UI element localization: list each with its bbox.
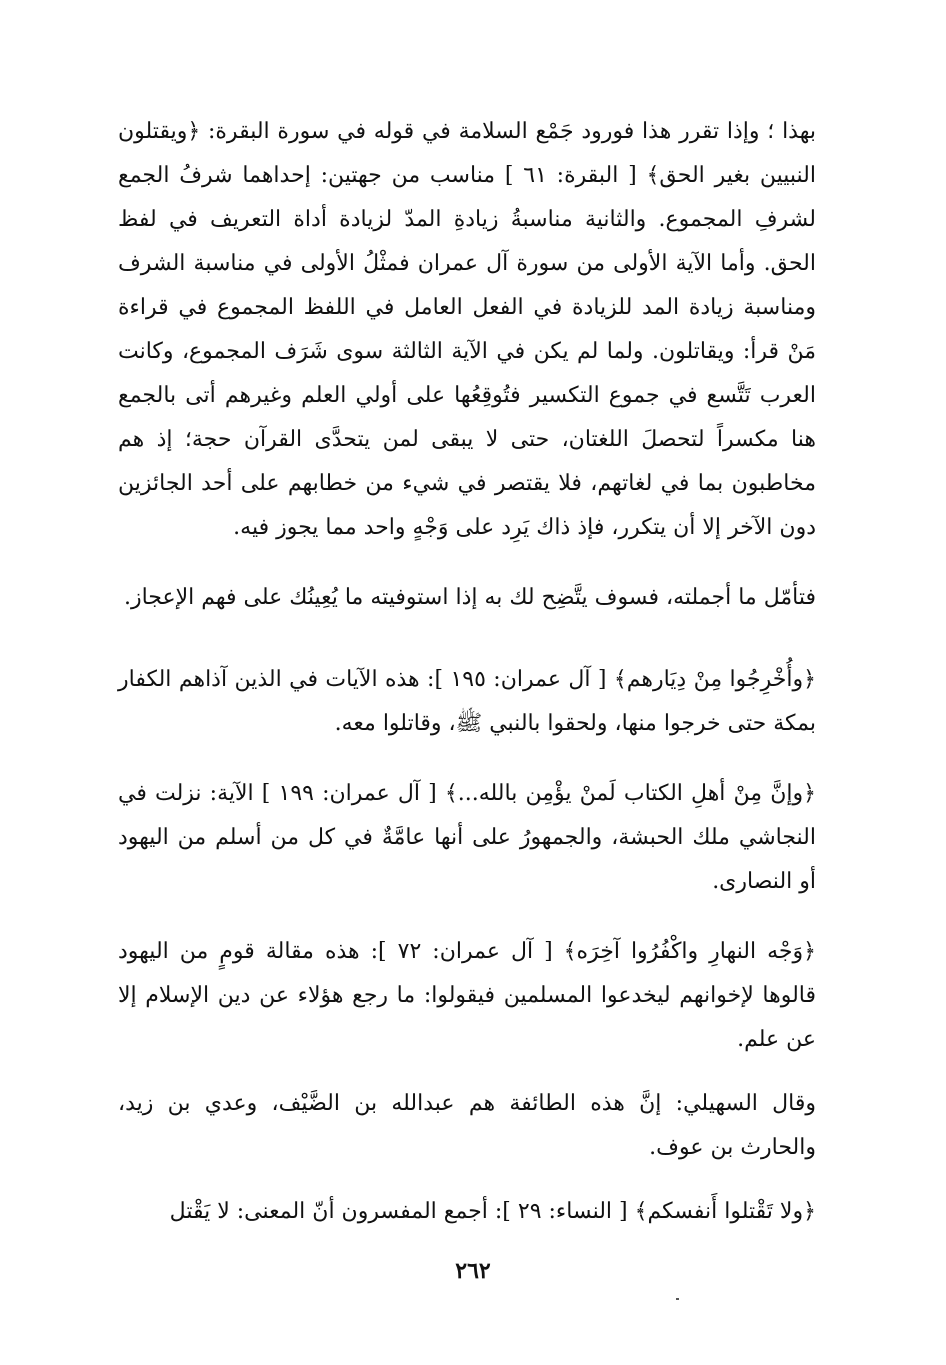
paragraph-wajh-al-nahar: ﴿وَجْه النهارِ واكْفُرُوا آخِرَه﴾ [ آل عمران: ٧٢ ]: هذه مقالة قومٍ من اليهود قالوها لإخوانهم ليخدعوا المسلمين فيقولوا: ما رجع هؤلاء عن دين الإسلام إلا عن علم.	[118, 939, 816, 1052]
paragraph-jam-al-salama: بهذا ؛ وإذا تقرر هذا فورود جَمْع السلامة في قوله في سورة البقرة: ﴿ويقتلون النبيين بغير الحق﴾ [ البقرة: ٦١ ] مناسب من جهتين: إحداهما شرفُ الجمع لشرفِ المجموع. والثانية مناسبةُ زيادةِ المدّ لزيادة أداة التعريف في لفظ الحق. وأما الآية الأولى من سورة آل عمران فمثْلُ الأولى في مناسبة الشرف ومناسبة زيادة المد للزيادة في الفعل العامل في اللفظ المجموع في قراءة مَنْ قرأ: ويقاتلون. ولما لم يكن في الآية الثالثة سوى شَرَف المجموع، وكانت العرب تَتَّسع في جموع التكسير فتُوقِعُها على أولي العلم وغيرهم أتى بالجمع هنا مكسراً لتحصلَ اللغتان، حتى لا يبقى لمن يتحدَّى القرآن حجة؛ إذ هم مخاطبون بما في لغاتهم، فلا يقتصر في شيء من خطابهم على أحد الجائزين دون الآخر إلا أن يتكرر، فإذ ذاك يَرِد على وَجْهٍ واحد مما يجوز فيه.	[118, 119, 816, 540]
paragraph-la-taqtulu: ﴿ولا تَقْتلوا أَنفسكم﴾ [ النساء: ٢٩ ]: أجمع المفسرون أنّ المعنى: لا يَقْتل	[169, 1199, 816, 1224]
paragraph-taammul: فتأمّل ما أجملته، فسوف يتَّضِح لك به إذا استوفيته ما يُعِينُك على فهم الإعجاز.	[123, 585, 816, 610]
paragraph-ukhriju: ﴿وأُخْرِجُوا مِنْ دِيَارهم﴾ [ آل عمران: ١٩٥ ]: هذه الآيات في الذين آذاهم الكفار بمكة حتى خرجوا منها، ولحقوا بالنبي ﷺ، وقاتلوا معه.	[118, 667, 816, 736]
page-number: ٢٦٢	[455, 1258, 491, 1284]
scan-speck	[676, 1298, 679, 1300]
page-body	[118, 110, 816, 1234]
paragraph-suhayli: وقال السهيلي: إنَّ هذه الطائفة هم عبدالله بن الضَّيْف، وعدي بن زيد، والحارث بن عوف.	[118, 1091, 816, 1160]
paragraph-ahl-al-kitab: ﴿وإنَّ مِنْ أهلِ الكتاب لَمنْ يؤْمِن بالله...﴾ [ آل عمران: ١٩٩ ] الآية: نزلت في النجاشي ملك الحبشة، والجمهورُ على أنها عامَّةٌ في كل من أسلم من اليهود أو النصارى.	[118, 781, 816, 894]
